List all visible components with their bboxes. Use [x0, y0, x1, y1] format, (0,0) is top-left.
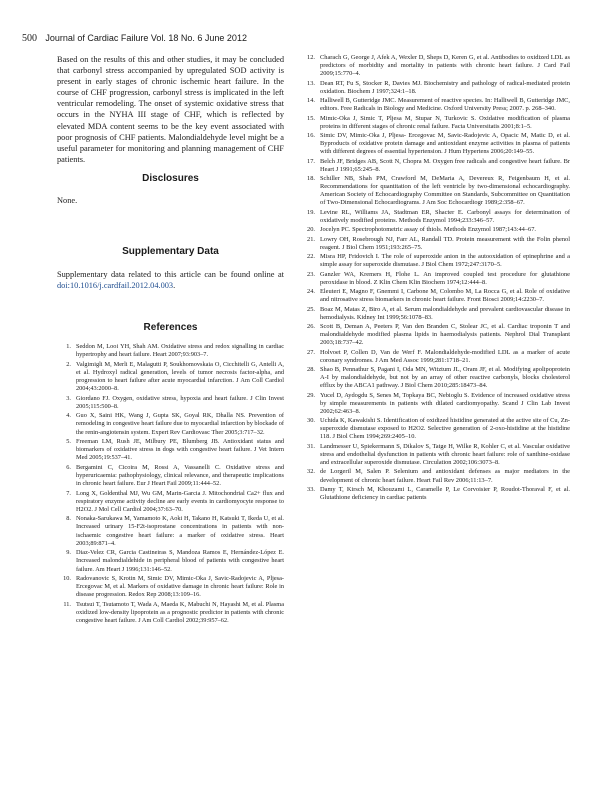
reference-item [300, 54, 570, 78]
reference-text: de Lorgeril M, Salen P. Selenium and antioxidant defenses as major mediators in the development of chronic heart failure. Heart Fail Rev 2006;11:13–7. [320, 468, 570, 484]
supplementary-heading: Supplementary Data [122, 245, 219, 257]
reference-item [57, 438, 284, 462]
reference-number: 1. [66, 343, 71, 351]
reference-item [300, 468, 570, 484]
reference-number: 27. [307, 348, 315, 356]
conclusion-paragraph: Based on the results of this and other studies, it may be concluded that carbonyl stress accompanied by upregulated SOD activity is present in early stages of chronic ischemic heart failure. In the course of CHF progression, carbonyl stress is implicated in the left ventricular remodeling. The onset of systemic oxidative stress that occurs in the NYHA III stage of CHF, which is reflected by elevated MDA content seems to be the key event associated with poor prognosis of CHF patients. Malondialdehyde level might be a useful parameter for monitoring and planning management of CHF patients. [57, 55, 284, 164]
reference-number: 33. [307, 485, 315, 493]
reference-number: 15. [307, 114, 315, 122]
reference-item [300, 323, 570, 347]
reference-item [300, 158, 570, 174]
reference-number: 32. [307, 468, 315, 476]
supplementary-text: Supplementary data related to this article can be found online at [57, 269, 284, 279]
reference-number: 13. [307, 79, 315, 87]
reference-item [300, 253, 570, 269]
reference-item [300, 306, 570, 322]
reference-text: Misra HP, Fridovich I. The role of superoxide anion in the autooxidation of epinephrine and a simple assay for superoxide dismutase. J Biol Chem 1972;247:3170–5. [320, 253, 570, 269]
reference-text: Boaz M, Matas Z, Biro A, et al. Serum malondialdehyde and prevalent cardiovascular disease in hemodialysis. Kidney Int 1999;56:1078–83. [320, 305, 570, 321]
reference-number: 16. [307, 132, 315, 140]
disclosures-heading: Disclosures [142, 172, 199, 184]
reference-item [57, 575, 284, 599]
reference-number: 26. [307, 323, 315, 331]
supplementary-paragraph [57, 269, 284, 291]
reference-item [300, 271, 570, 287]
reference-text: Charach G, George J, Afek A, Wexler D, Sheps D, Keren G, et al. Antibodies to oxidized LDL as predictors of morbidity and mortality in patients with chronic heart failure. J Card Fail 2009;15:770–4. [320, 54, 570, 78]
reference-item [300, 132, 570, 156]
reference-item [300, 366, 570, 390]
reference-number: 14. [307, 97, 315, 105]
running-header [22, 33, 582, 44]
reference-number: 22. [307, 253, 315, 261]
reference-number: 18. [307, 175, 315, 183]
reference-text: Seddon M, Looi YH, Shah AM. Oxidative stress and redox signalling in cardiac hypertrophy and heart failure. Heart 2007;93:903–7. [76, 343, 284, 359]
reference-item [57, 395, 284, 411]
reference-item [57, 515, 284, 548]
reference-number: 5. [66, 438, 71, 446]
supplementary-period: . [173, 281, 176, 291]
reference-item [57, 549, 284, 573]
reference-item [300, 97, 570, 113]
reference-text: Dean RT, Fu S, Stocker R, Davies MJ. Biochemistry and pathology of radical-mediated protein oxidation. Biochem J 1997;324:1–18. [320, 79, 570, 95]
reference-number: 12. [307, 54, 315, 61]
reference-text: Simic DV, Mimic-Oka J, Pljesa- Ercegovac M, Savic-Radojevic A, Opacic M, Matic D, et al. Byproducts of oxidative protein damage and antioxidant enzyme activities in plasma of patients with different degrees of essential hypertension. J Hum Hypertens 2006;20:149–55. [320, 132, 570, 156]
reference-number: 25. [307, 305, 315, 313]
reference-text: Yucel D, Aydogdu S, Senes M, Topkaya BC, Nebioglu S. Evidence of increased oxidative stress by simple measurements in patients with dilated cardiomyopathy. Scand J Clin Lab Invest 2002;62:463–8. [320, 391, 570, 415]
reference-item [300, 236, 570, 252]
reference-item [300, 392, 570, 416]
reference-number: 29. [307, 391, 315, 399]
reference-item [300, 443, 570, 467]
reference-number: 9. [66, 549, 71, 557]
reference-item [57, 601, 284, 625]
reference-item [300, 417, 570, 441]
reference-number: 4. [66, 412, 71, 420]
reference-text: Eleuteri E, Magno F, Gnemmi I, Carbone M, Colombo M, La Rocca G, et al. Role of oxidative and nitrosative stress biomarkers in chronic heart failure. Front Biosci 2009;14:2230–7. [320, 288, 570, 304]
reference-item [300, 80, 570, 96]
reference-item [57, 361, 284, 394]
reference-item [300, 486, 570, 502]
reference-text: Giordano FJ. Oxygen, oxidative stress, hypoxia and heart failure. J Clin Invest 2005;115:500–8. [76, 394, 284, 410]
reference-text: Diaz-Velez CR, Garcia Castineiras S, Mandoza Ramos E, Hernández-López E. Increased malondialdehide in peripheral blood of patients with congestive heart failure. Am Heart J 1996;131:146–52. [76, 549, 284, 573]
reference-number: 8. [66, 515, 71, 523]
reference-list-left [57, 343, 284, 625]
reference-number: 24. [307, 288, 315, 296]
reference-text: Halliwell B, Gutteridge JMC. Measurement of reactive species. In: Halliwell B, Gutteridge JMC, editors. Free Radicals in Biology and Medicine. Oxford University Press; 2007. p. 268–340. [320, 97, 570, 113]
reference-number: 7. [66, 489, 71, 497]
reference-item [300, 209, 570, 225]
disclosures-text: None. [57, 195, 78, 205]
reference-text: Belch JF, Bridges AB, Scott N, Chopra M. Oxygen free radicals and congestive heart failure. Br Heart J 1991;65:245–8. [320, 157, 570, 173]
reference-number: 21. [307, 235, 315, 243]
reference-item [300, 115, 570, 131]
reference-text: Mimic-Oka J, Simic T, Pljesa M, Stupar N, Turkovic S. Oxidative modification of plasma proteins in different stages of chronic renal failure. Facta Universitatis 2001;8:1–5. [320, 114, 570, 130]
reference-item [300, 349, 570, 365]
reference-text: Holvoet P, Collen D, Van de Werf F. Malondialdehyde-modified LDL as a marker of acute coronary syndromes. J Am Med Assoc 1999;281:1718–21. [320, 348, 570, 364]
reference-text: Landmesser U, Spiekermann S, Dikalov S, Tatge H, Wilke R, Kohler C, et al. Vascular oxidative stress and endothelial dysfunction in patients with chronic heart failure: role of xanthine-oxidase and extracellular superoxide dismutase. Circulation 2002;106:3073–8. [320, 442, 570, 467]
reference-item [300, 288, 570, 304]
reference-number: 30. [307, 417, 315, 425]
reference-text: Nonaka-Sarukawa M, Yamamoto K, Aoki H, Takano H, Katsuki T, Ikeda U, et al. Increased urinary 15-F2t-isoprostane concentrations in patients with non-ischaemic congestive heart failure: a marker of oxidative stress. Heart 2003;89:871–4. [76, 515, 284, 547]
reference-item [57, 464, 284, 488]
reference-text: Uchida K, Kawakishi S. Identification of oxidized histidine generated at the active site of Cu, Zn-superoxide dismutase exposed to H2O2. Selective generation of 2-oxo-histidine at the histidine 118. J Biol Chem 1994;269:2405–10. [320, 417, 570, 441]
reference-number: 19. [307, 208, 315, 216]
reference-number: 3. [66, 394, 71, 402]
doi-link[interactable]: doi:10.1016/j.cardfail.2012.04.003 [57, 281, 174, 291]
reference-text: Bergamini C, Cicoira M, Rossi A, Vassanelli C. Oxidative stress and hyperuricaemia: pathophysiology, clinical relevance, and therapeutic implications in chronic heart failure. Eur J Heart Fail 2009;11:444–52. [76, 463, 284, 488]
reference-text: Valgimigli M, Merli E, Malagutti P, Soukhomovskaia O, Cicchitelli G, Antelli A, et al. Hydroxyl radical generation, levels of tumor necrosis factor-alpha, and progression to heart failure after acute myocardial infarction. J Am Coll Cardiol 2004;43:2000–8. [76, 360, 284, 393]
right-column [300, 54, 570, 503]
reference-text: Tsutsui T, Tsutamoto T, Wada A, Maeda K, Mabuchi N, Hayashi M, et al. Plasma oxidized low-density lipoprotein as a prognostic predictor in patients with chronic congestive heart failure. J Am Coll Cardiol 2002;39:957–62. [76, 600, 284, 625]
reference-item [57, 490, 284, 514]
reference-text: Freeman LM, Rush JE, Milbury PE, Blumberg JB. Antioxidant status and biomarkers of oxidative stress in dogs with congestive heart failure. J Vet Intern Med 2005;19:537–41. [76, 438, 284, 462]
reference-number: 6. [66, 463, 71, 471]
reference-item [300, 226, 570, 234]
reference-number: 11. [63, 600, 71, 608]
reference-number: 20. [307, 226, 315, 234]
reference-text: Radovanovic S, Krotin M, Simic DV, Mimic-Oka J, Savic-Radojevic A, Pljesa-Ercegovac M, et al. Markers of oxidative damage in chronic heart failure: Role in disease progression. Redox Rep 2008;13:109–16. [76, 575, 284, 599]
reference-number: 23. [307, 270, 315, 278]
reference-text: Damy T, Kirsch M, Khouzami L, Caramelle P, Le Corvoisier P, Roudot-Thoraval F, et al. Glutathione deficiency in cardiac patients [320, 485, 570, 502]
reference-text: Shao B, Pennathur S, Pagani I, Oda MN, Witztum JL, Oram JF, et al. Modifying apolipoprotein A-I by malondialdehyde, but not by an array of other reactive carbonyls, blocks cholesterol efflux by the ABCA1 pathway. J Biol Chem 2010;285:18473–84. [320, 366, 570, 390]
reference-item [300, 175, 570, 207]
page-number: 500 [22, 33, 37, 44]
reference-number: 28. [307, 366, 315, 374]
reference-text: Jocelyn PC. Spectrophotometric assay of thiols. Methods Enzymol 1987;143:44–67. [320, 226, 537, 234]
reference-item [57, 343, 284, 359]
left-column [57, 54, 284, 627]
reference-number: 31. [307, 442, 315, 450]
reference-number: 2. [66, 360, 71, 368]
reference-item [57, 412, 284, 436]
reference-text: Scott B, Deman A, Peeters P, Van den Branden C, Stolear JC, et al. Cardiac troponin T and malondialdehyde modified plasma lipids in haemodialysis patients. Nephrol Dial Transplant 2003;18:737–42. [320, 323, 570, 347]
reference-text: Ganzler WA, Kremers H, Flohe L. An improved coupled test procedure for glutathione peroxidase in blood. Z Klin Chem Klin Biochem 1974;12:444–8. [320, 270, 570, 286]
reference-text: Long X, Goldenthal MJ, Wu GM, Marin-Garcia J. Mitochondrial Ca2+ flux and respiratory enzyme activity decline are early events in cardiomyocyte response to H2O2. J Mol Cell Cardiol 2004;37:63–70. [76, 489, 284, 513]
references-heading: References [143, 322, 198, 334]
reference-text: Levine RL, Williams JA, Stadtman ER, Shacter E. Carbonyl assays for determination of oxidatively modified proteins. Methods Enzymol 1994;233:346–57. [320, 208, 570, 224]
reference-text: Schiller NB, Shah PM, Crawford M, DeMaria A, Devereux R, Feigenbaum H, et al. Recommendations for quantitation of the left ventricle by two-dimensional echocardiography. American Society of Echocardiography Committee on Standards, Subcommittee on Quantitation of Two-Dimensional Echocardiograms. J Am Soc Echocardiogr 1989;2:358–67. [320, 175, 570, 207]
reference-number: 17. [307, 157, 315, 165]
journal-citation: Journal of Cardiac Failure Vol. 18 No. 6 June 2012 [45, 33, 247, 43]
reference-number: 10. [63, 575, 71, 583]
reference-list-right [300, 54, 570, 502]
reference-text: Lowry OH, Rosebrough NJ, Farr AL, Randall TD. Protein measurement with the Folin phenol reagent. J Biol Chem 1951;193:265–75. [320, 235, 570, 251]
reference-text: Guo X, Saini HK, Wang J, Gupta SK, Goyal RK, Dhalla NS. Prevention of remodeling in congestive heart failure due to myocardial infarction by blockade of the renin-angiotensin system. Expert Rev Cardiovasc Ther 2005;3:717–32. [76, 412, 284, 436]
